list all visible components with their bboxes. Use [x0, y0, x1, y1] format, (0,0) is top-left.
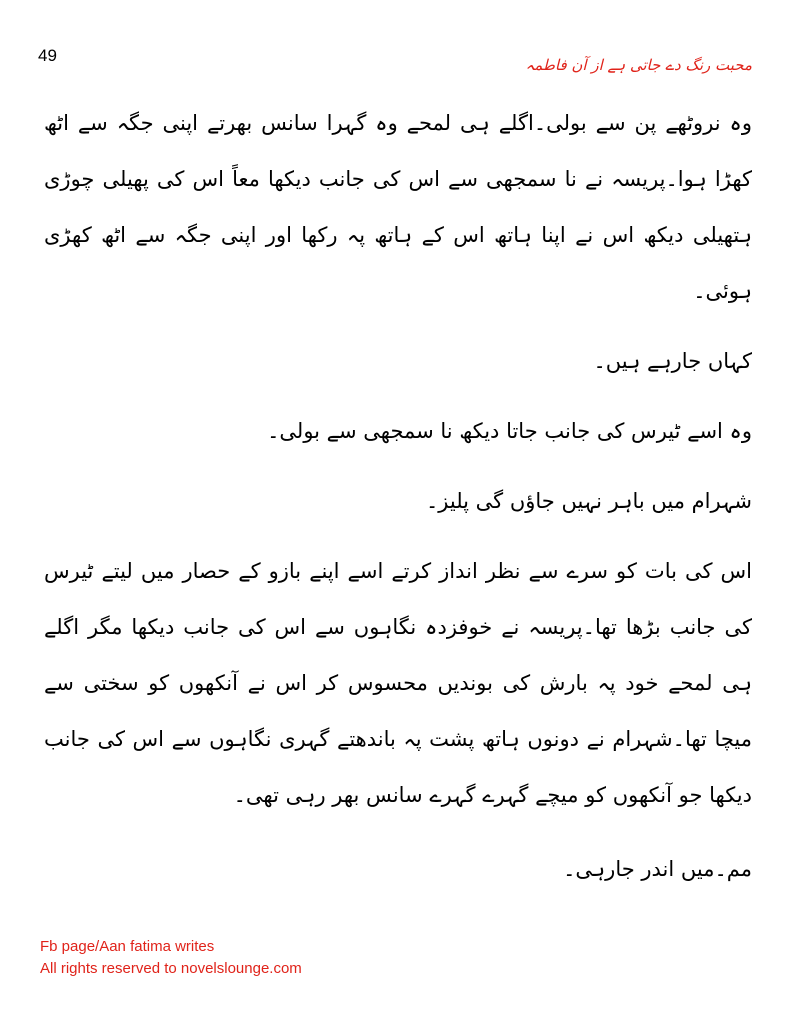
paragraph-4: شہرام میں باہر نہیں جاؤں گی پلیز۔	[425, 489, 752, 513]
paragraph-1: وہ نروٹھے پن سے بولی۔اگلے ہی لمحے وہ گہرا سانس بھرتے اپنی جگہ سے اٹھ کھڑا ہوا۔پریسہ نے نا سمجھی سے اس کی جانب دیکھا معاً اس کی پھیلی چوڑی ہتھیلی دیکھ اس نے اپنا ہاتھ اس کے ہاتھ پہ رکھا اور اپنی جگہ سے اٹھ کھڑی ہوئی۔	[44, 111, 752, 303]
page-number: 49	[38, 46, 57, 65]
paragraph-5: اس کی بات کو سرے سے نظر انداز کرتے اسے اپنے بازو کے حصار میں لیتے ٹیرس کی جانب بڑھا تھا۔پریسہ نے خوفزدہ نگاہوں سے اس کی جانب دیکھا مگر اگلے ہی لمحے خود پہ بارش کی بوندیں محسوس کر اس نے آنکھوں کو سختی سے میچا تھا۔شہرام نے دونوں ہاتھ پشت پہ باندھتے گہری نگاہوں سے اس کی جانب دیکھا جو آنکھوں کو میچے گہرے گہرے سانس بھر رہی تھی۔	[44, 559, 753, 807]
paragraph-2: کہاں جارہے ہیں۔	[593, 349, 752, 373]
running-header: محبت رنگ دے جاتی ہے از آن فاطمہ	[525, 56, 752, 74]
footer	[40, 936, 302, 980]
body-text	[44, 95, 752, 897]
paragraph-3: وہ اسے ٹیرس کی جانب جاتا دیکھ نا سمجھی سے بولی۔	[267, 419, 752, 443]
footer-rights: All rights reserved to novelslounge.com	[40, 960, 302, 977]
footer-fb-page: Fb page/Aan fatima writes	[40, 938, 215, 955]
paragraph-6: مم۔میں اندر جارہی۔	[563, 857, 752, 881]
